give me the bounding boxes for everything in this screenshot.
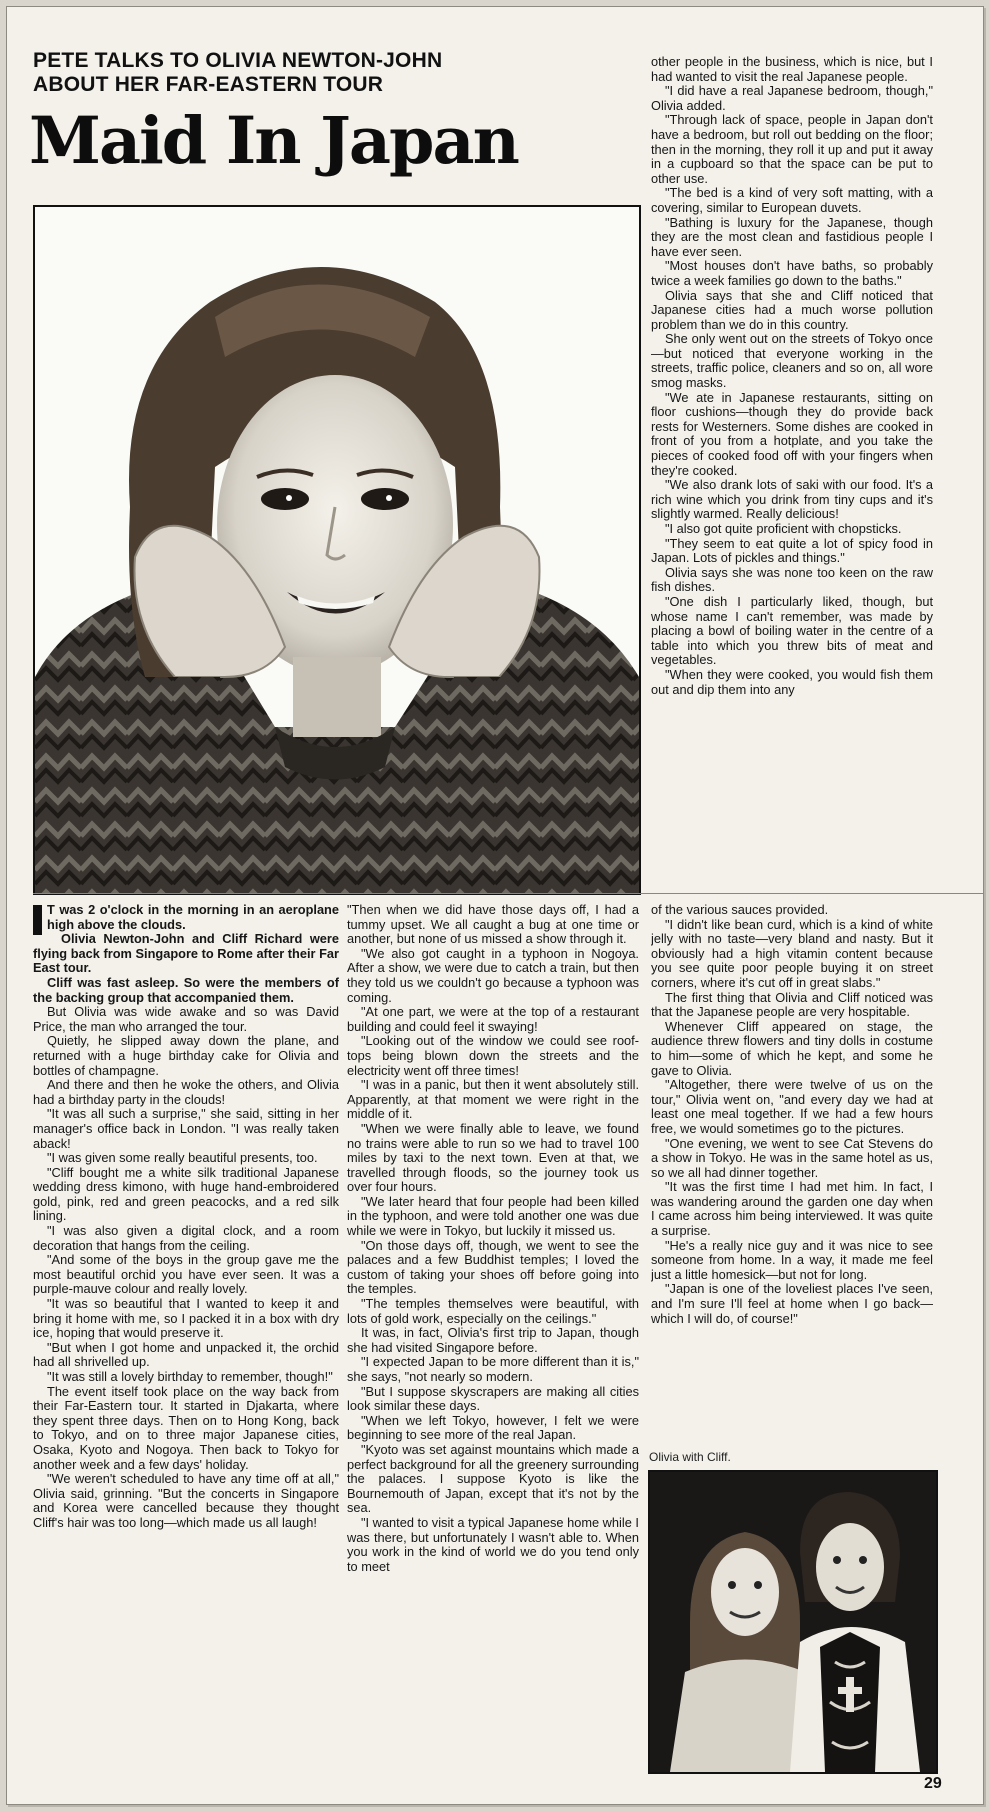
article-paragraph: "Cliff bought me a white silk traditional Japanese wedding dress kimono, with huge hand-embroidered gold, pink, red and green peacocks, and a red silk lining. <box>33 1164 339 1224</box>
article-paragraph: "Altogether, there were twelve of us on the tour," Olivia went on, "and every day we had at least one meal together. If we had a few hours free, we would sometimes go to the pictures. <box>651 1077 933 1136</box>
article-paragraph: "I expected Japan to be more different than it is," she says, "not nearly so modern. <box>347 1354 639 1384</box>
kicker-line-2: ABOUT HER FAR-EASTERN TOUR <box>33 73 384 96</box>
article-paragraph: But Olivia was wide awake and so was David Price, the man who arranged the tour. <box>33 1004 339 1034</box>
portrait-photo <box>33 205 641 895</box>
article-paragraph: "But I suppose skyscrapers are making all cities look similar these days. <box>347 1383 639 1414</box>
portrait-illustration <box>35 207 639 893</box>
article-paragraph: "It was the first time I had met him. In fact, I was wandering around the garden one day when I came across him being interviewed. It was quite a surprise. <box>651 1179 933 1239</box>
article-paragraph: And there and then he woke the others, and Olivia had a birthday party in the clouds! <box>33 1077 339 1107</box>
column-1-text <box>33 903 339 1531</box>
article-paragraph: "Looking out of the window we could see roof-tops being blown down the streets and the electricity went off three times! <box>347 1033 639 1078</box>
article-paragraph: "I was also given a digital clock, and a room decoration that hangs from the ceiling. <box>33 1223 339 1253</box>
article-paragraph: Olivia says she was none too keen on the raw fish dishes. <box>651 564 933 595</box>
article-kicker <box>33 49 643 97</box>
article-paragraph: "We ate in Japanese restaurants, sitting on floor cushions—though they do provide back rests for Westerners. Some dishes are cooked in front of you from a hotplate, and you take the pieces of cooked food off with your fingers when they're cooked. <box>651 389 933 478</box>
page-fold-line <box>33 893 984 894</box>
article-paragraph: "It was still a lovely birthday to remember, though!" <box>47 1369 333 1384</box>
olivia-with-cliff-photo <box>648 1470 938 1774</box>
article-paragraph: "I did have a real Japanese bedroom, though," Olivia added. <box>651 83 933 113</box>
column-3b-text <box>651 903 933 1326</box>
kicker-line-1: PETE TALKS TO OLIVIA NEWTON-JOHN <box>33 49 443 72</box>
article-paragraph: Whenever Cliff appeared on stage, the audience threw flowers and tiny dolls in costume to him—some of which he kept, and some he gave to Olivia. <box>651 1018 933 1078</box>
article-paragraph: "Japan is one of the loveliest places I've seen, and I'm sure I'll feel at home when I go back—which I will do, of course!" <box>651 1281 933 1326</box>
article-column-3-bottom <box>651 903 933 1445</box>
article-paragraph: "It was all such a surprise," she said, sitting in her manager's office back in London. "I was really taken aback! <box>33 1106 339 1151</box>
article-paragraph: "I wanted to visit a typical Japanese home while I was there, but unfortunately I wasn't able to. When you work in the kind of world we do you tend only to meet <box>347 1514 639 1574</box>
article-paragraph: Olivia Newton-John and Cliff Richard were flying back from Singapore to Rome after their Far East tour. <box>33 931 339 976</box>
column-3a-text <box>651 55 933 697</box>
article-paragraph: "I was in a panic, but then it went absolutely still. Apparently, at that moment we were right in the middle of it. <box>347 1077 639 1122</box>
article-paragraph: other people in the business, which is nice, but I had wanted to visit the real Japanese people. <box>651 55 933 84</box>
magazine-page <box>6 6 984 1805</box>
photo-caption: Olivia with Cliff. <box>649 1450 731 1464</box>
article-paragraph: "On those days off, though, we went to see the palaces and a few Buddhist temples; I loved the custom of taking your shoes off before going into the temples. <box>347 1237 639 1297</box>
article-paragraph: Cliff was fast asleep. So were the members of the backing group that accompanied them. <box>33 974 339 1005</box>
page-number: 29 <box>924 1775 942 1792</box>
article-column-3-top <box>651 55 933 893</box>
article-column-2 <box>347 903 639 1771</box>
article-paragraph: "Bathing is luxury for the Japanese, though they are the most clean and fastidious people I have ever seen. <box>651 214 933 259</box>
article-paragraph: "I didn't like bean curd, which is a kind of white jelly with no taste—very bland and nasty. But it obviously had a high vitamin content because you see quite poor people buying it on street corners, where it's cut off in great slabs." <box>651 916 933 990</box>
article-paragraph: "I also got quite proficient with chopsticks. <box>665 521 902 536</box>
article-paragraph: "When we were finally able to leave, we found no trains were able to run so we had to travel 100 miles by taxi to the next town. Even at that, we travelled through floods, so the journey took us over four hours. <box>347 1120 639 1195</box>
article-paragraph: "But when I got home and unpacked it, the orchid had all shrivelled up. <box>33 1339 339 1370</box>
article-paragraph: "One dish I particularly liked, though, but whose name I can't remember, was made by placing a bowl of boiling water in the centre of a table into which you threw bits of meat and vegetables. <box>651 593 933 668</box>
article-paragraph: "Kyoto was set against mountains which made a perfect background for all the greenery surrounding the palaces. I suppose Kyoto is like the Bournemouth of Japan, except that it's not by the sea. <box>347 1441 639 1516</box>
article-paragraph: "Most houses don't have baths, so probably twice a week families go down to the baths." <box>651 258 933 288</box>
article-paragraph: Olivia says that she and Cliff noticed that Japanese cities had a much worse pollution problem than we do in this country. <box>651 287 933 332</box>
article-paragraph: "We later heard that four people had been killed in the typhoon, and were told another one was due while we were in Tokyo, but luckily it missed us. <box>347 1193 639 1239</box>
article-paragraph: The first thing that Olivia and Cliff noticed was that the Japanese people are very hospitable. <box>651 989 933 1020</box>
article-paragraph: "I was given some really beautiful presents, too. <box>47 1150 318 1166</box>
article-paragraph: of the various sauces provided. <box>651 903 829 917</box>
article-paragraph: "Through lack of space, people in Japan don't have a bedroom, but roll out bedding on the floor; then in the morning, they roll it up and put it away in a cupboard so that the space can be put to other use. <box>651 112 933 186</box>
article-paragraph: "We weren't scheduled to have any time off at all," Olivia said, grinning. "But the concerts in Singapore and Korea were cancelled because they thought Cliff's hair was too long—which made us all laugh! <box>33 1471 339 1530</box>
drop-cap-bar <box>33 905 42 935</box>
article-headline: Maid In Japan <box>29 103 518 179</box>
article-column-1 <box>33 903 339 1771</box>
article-paragraph: Quietly, he slipped away down the plane, and returned with a huge birthday cake for Olivia and bottles of champagne. <box>33 1033 339 1078</box>
article-paragraph: "At one part, we were at the top of a restaurant building and could feel it swaying! <box>347 1004 639 1034</box>
article-paragraph: "The temples themselves were beautiful, with lots of gold work, especially on the ceilings." <box>347 1296 639 1326</box>
article-paragraph: She only went out on the streets of Tokyo once—but noticed that everyone working in the streets, traffic police, cleaners and so on, all wore smog masks. <box>651 331 933 391</box>
article-paragraph: The event itself took place on the way back from their Far-Eastern tour. It started in Djakarta, where they spent three days. Then on to Hong Kong, back to Tokyo, and on to three major Japanese cities, Osaka, Kyoto and Nogoya. Then back to Tokyo for another week and a few days' holiday. <box>33 1383 339 1472</box>
article-paragraph: "They seem to eat quite a lot of spicy food in Japan. Lots of pickles and things." <box>651 535 933 566</box>
article-paragraph: "When they were cooked, you would fish them out and dip them into any <box>651 666 933 697</box>
article-paragraph: It was, in fact, Olivia's first trip to Japan, though she had visited Singapore before. <box>347 1325 639 1355</box>
article-paragraph: "It was so beautiful that I wanted to keep it and bring it home with me, so I packed it in a box with dry ice, hoping that would preserve it. <box>33 1296 339 1341</box>
article-paragraph: "Then when we did have those days off, I had a tummy upset. We all caught a bug at one time or another, but none of us missed a show through it. <box>347 903 639 947</box>
article-paragraph: T was 2 o'clock in the morning in an aeroplane high above the clouds. <box>47 903 339 932</box>
column-2-text <box>347 903 639 1574</box>
article-paragraph: "He's a really nice guy and it was nice to see someone from home. In a way, it made me feel just a little homesick—but not for long. <box>651 1237 933 1282</box>
article-paragraph: "The bed is a kind of very soft matting, with a covering, similar to European duvets. <box>651 185 933 215</box>
article-paragraph: "We also drank lots of saki with our food. It's a rich wine which you drink from tiny cups and it's slightly warmed. Really delicious! <box>651 477 933 522</box>
article-paragraph: "And some of the boys in the group gave me the most beautiful orchid you have ever seen. It was a purple-mauve colour and really lovely. <box>33 1252 339 1297</box>
article-paragraph: "One evening, we went to see Cat Stevens do a show in Tokyo. He was in the same hotel as us, so we all had dinner together. <box>651 1135 933 1180</box>
article-paragraph: "When we left Tokyo, however, I felt we were beginning to see more of the real Japan. <box>347 1412 639 1443</box>
article-paragraph: "We also got caught in a typhoon in Nogoya. After a show, we were due to catch a train, but then they told us we couldn't go because a typhoon was coming. <box>347 945 639 1005</box>
duo-illustration <box>650 1472 936 1772</box>
